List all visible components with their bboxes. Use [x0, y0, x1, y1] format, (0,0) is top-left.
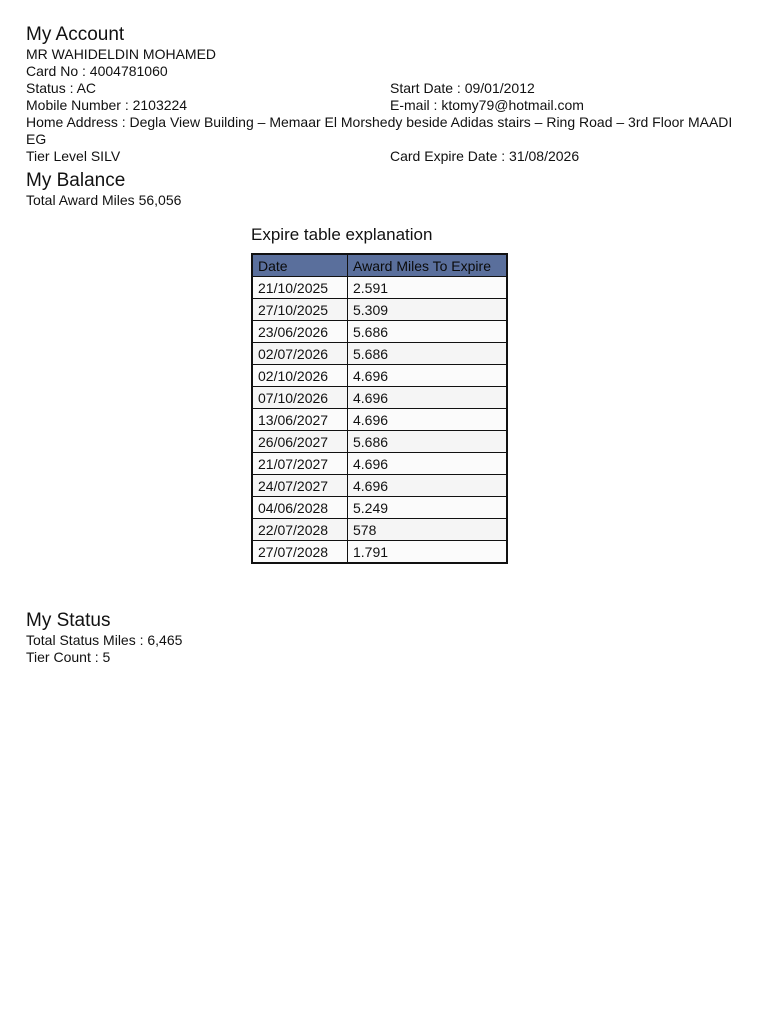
- expire-table-header: [252, 254, 507, 277]
- email-address: E-mail : ktomy79@hotmail.com: [390, 97, 584, 113]
- account-section: [26, 24, 756, 209]
- expire-miles-cell: 578: [348, 519, 508, 541]
- expire-date-cell: 02/10/2026: [252, 365, 348, 387]
- mobile-number: Mobile Number : 2103224: [26, 97, 188, 113]
- expire-table-title: Expire table explanation: [251, 225, 433, 244]
- expire-miles-cell: 5.686: [348, 343, 508, 365]
- expire-date-cell: 27/10/2025: [252, 299, 348, 321]
- tier-row: [26, 148, 756, 165]
- table-row: [252, 497, 507, 519]
- table-row: [252, 541, 507, 564]
- header-award-miles: Award Miles To Expire: [348, 254, 508, 277]
- status-section: [26, 610, 182, 666]
- start-date: Start Date : 09/01/2012: [390, 80, 535, 96]
- expire-miles-cell: 4.696: [348, 475, 508, 497]
- table-row: [252, 299, 507, 321]
- expire-date-cell: 22/07/2028: [252, 519, 348, 541]
- balance-title: My Balance: [26, 170, 126, 191]
- table-row: [252, 519, 507, 541]
- table-row: [252, 431, 507, 453]
- expire-miles-cell: 5.686: [348, 321, 508, 343]
- expire-miles-cell: 5.249: [348, 497, 508, 519]
- expire-date-cell: 07/10/2026: [252, 387, 348, 409]
- table-row: [252, 321, 507, 343]
- expire-table-body: [252, 277, 507, 564]
- expire-miles-cell: 5.309: [348, 299, 508, 321]
- expire-date-cell: 21/07/2027: [252, 453, 348, 475]
- tier-level: Tier Level SILV: [26, 148, 121, 164]
- expire-miles-cell: 4.696: [348, 453, 508, 475]
- balance-section: [26, 170, 756, 209]
- status-row: [26, 80, 756, 97]
- expire-date-cell: 02/07/2026: [252, 343, 348, 365]
- member-name: MR WAHIDELDIN MOHAMED: [26, 46, 217, 62]
- expire-date-cell: 13/06/2027: [252, 409, 348, 431]
- expire-miles-cell: 2.591: [348, 277, 508, 299]
- total-status-miles: Total Status Miles : 6,465: [26, 632, 183, 648]
- table-row: [252, 409, 507, 431]
- tier-count: Tier Count : 5: [26, 649, 111, 665]
- header-date: Date: [252, 254, 348, 277]
- expire-miles-cell: 1.791: [348, 541, 508, 564]
- card-number: Card No : 4004781060: [26, 63, 168, 79]
- expire-date-cell: 24/07/2027: [252, 475, 348, 497]
- expire-date-cell: 26/06/2027: [252, 431, 348, 453]
- expire-date-cell: 04/06/2028: [252, 497, 348, 519]
- expire-miles-cell: 4.696: [348, 387, 508, 409]
- account-title: My Account: [26, 24, 125, 45]
- card-expire-date: Card Expire Date : 31/08/2026: [390, 148, 580, 164]
- table-row: [252, 343, 507, 365]
- table-row: [252, 365, 507, 387]
- home-address: Home Address : Degla View Building – Memaar El Morshedy beside Adidas stairs – Ring Road – 3rd Floor MAADI EG: [26, 114, 733, 147]
- table-row: [252, 277, 507, 299]
- expire-miles-cell: 4.696: [348, 365, 508, 387]
- expire-date-cell: 23/06/2026: [252, 321, 348, 343]
- expire-date-cell: 27/07/2028: [252, 541, 348, 564]
- table-row: [252, 453, 507, 475]
- table-row: [252, 387, 507, 409]
- total-award-miles: Total Award Miles 56,056: [26, 192, 182, 208]
- account-status: Status : AC: [26, 80, 97, 96]
- expire-miles-cell: 4.696: [348, 409, 508, 431]
- expire-date-cell: 21/10/2025: [252, 277, 348, 299]
- expire-table: [251, 253, 508, 564]
- table-row: [252, 475, 507, 497]
- contact-row: [26, 97, 756, 114]
- status-title: My Status: [26, 610, 111, 631]
- expire-miles-cell: 5.686: [348, 431, 508, 453]
